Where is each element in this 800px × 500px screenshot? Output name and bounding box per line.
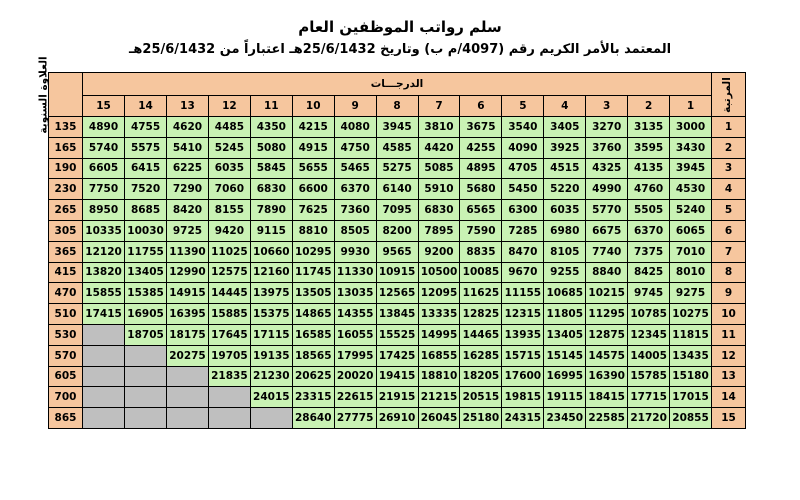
empty-cell bbox=[83, 408, 125, 429]
empty-cell bbox=[125, 408, 167, 429]
empty-cell bbox=[83, 366, 125, 387]
level-number-cell: 8 bbox=[712, 262, 746, 283]
salary-cell: 16285 bbox=[460, 345, 502, 366]
table-body bbox=[49, 117, 746, 429]
grade-number-header: 4 bbox=[544, 96, 586, 117]
salary-cell: 17015 bbox=[670, 387, 712, 408]
annual-allowance-cell: 510 bbox=[49, 304, 83, 325]
salary-cell: 15145 bbox=[544, 345, 586, 366]
salary-cell: 5245 bbox=[208, 137, 250, 158]
salary-cell: 4915 bbox=[292, 137, 334, 158]
header-row-groups bbox=[49, 73, 746, 96]
annual-allowance-cell: 865 bbox=[49, 408, 83, 429]
salary-scale-table bbox=[37, 55, 746, 429]
table-row bbox=[49, 387, 746, 408]
salary-cell: 9255 bbox=[544, 262, 586, 283]
salary-cell: 8685 bbox=[125, 200, 167, 221]
table-row bbox=[49, 158, 746, 179]
salary-cell: 9725 bbox=[167, 220, 209, 241]
salary-cell: 5240 bbox=[670, 200, 712, 221]
table-row bbox=[49, 366, 746, 387]
empty-cell bbox=[167, 366, 209, 387]
table-row bbox=[49, 179, 746, 200]
salary-cell: 22585 bbox=[586, 408, 628, 429]
salary-cell: 4890 bbox=[83, 117, 125, 138]
level-number-cell: 10 bbox=[712, 304, 746, 325]
salary-cell: 4705 bbox=[502, 158, 544, 179]
page-subtitle: المعتمد بالأمر الكريم رقم (4097/م ب) وتاريخ 25/6/1432هـ اعتباراً من 25/6/1432هـ bbox=[128, 42, 672, 57]
salary-cell: 23450 bbox=[544, 408, 586, 429]
salary-cell: 6370 bbox=[334, 179, 376, 200]
table-row bbox=[49, 324, 746, 345]
salary-cell: 6565 bbox=[460, 200, 502, 221]
salary-cell: 6300 bbox=[502, 200, 544, 221]
annual-allowance-cell: 700 bbox=[49, 387, 83, 408]
grade-number-header: 6 bbox=[460, 96, 502, 117]
salary-cell: 10685 bbox=[544, 283, 586, 304]
salary-cell: 4420 bbox=[418, 137, 460, 158]
salary-cell: 18415 bbox=[586, 387, 628, 408]
salary-cell: 18205 bbox=[460, 366, 502, 387]
annual-allowance-cell: 365 bbox=[49, 241, 83, 262]
table-row bbox=[49, 137, 746, 158]
salary-cell: 5275 bbox=[376, 158, 418, 179]
salary-cell: 15885 bbox=[208, 304, 250, 325]
salary-cell: 8155 bbox=[208, 200, 250, 221]
salary-cell: 12990 bbox=[167, 262, 209, 283]
salary-cell: 6600 bbox=[292, 179, 334, 200]
salary-cell: 8810 bbox=[292, 220, 334, 241]
level-number-cell: 2 bbox=[712, 137, 746, 158]
grade-number-header: 12 bbox=[208, 96, 250, 117]
salary-cell: 3000 bbox=[670, 117, 712, 138]
salary-cell: 4135 bbox=[628, 158, 670, 179]
salary-cell: 6980 bbox=[544, 220, 586, 241]
salary-cell: 19135 bbox=[250, 345, 292, 366]
salary-cell: 10085 bbox=[460, 262, 502, 283]
salary-cell: 3675 bbox=[460, 117, 502, 138]
salary-cell: 16995 bbox=[544, 366, 586, 387]
salary-cell: 14445 bbox=[208, 283, 250, 304]
salary-cell: 7520 bbox=[125, 179, 167, 200]
salary-cell: 9115 bbox=[250, 220, 292, 241]
grade-number-header: 8 bbox=[376, 96, 418, 117]
salary-cell: 17645 bbox=[208, 324, 250, 345]
salary-cell: 10915 bbox=[376, 262, 418, 283]
level-header-label: المرتبة bbox=[721, 76, 734, 113]
annual-allowance-cell: 165 bbox=[49, 137, 83, 158]
salary-cell: 15785 bbox=[628, 366, 670, 387]
table-row bbox=[49, 262, 746, 283]
salary-cell: 6140 bbox=[376, 179, 418, 200]
salary-cell: 6675 bbox=[586, 220, 628, 241]
salary-cell: 3135 bbox=[628, 117, 670, 138]
salary-cell: 26910 bbox=[376, 408, 418, 429]
salary-cell: 3810 bbox=[418, 117, 460, 138]
salary-cell: 13845 bbox=[376, 304, 418, 325]
annual-allowance-cell: 190 bbox=[49, 158, 83, 179]
level-number-cell: 6 bbox=[712, 220, 746, 241]
salary-cell: 6415 bbox=[125, 158, 167, 179]
salary-cell: 10295 bbox=[292, 241, 334, 262]
salary-cell: 5410 bbox=[167, 137, 209, 158]
salary-cell: 19415 bbox=[376, 366, 418, 387]
salary-cell: 6065 bbox=[670, 220, 712, 241]
salary-cell: 4990 bbox=[586, 179, 628, 200]
salary-cell: 9420 bbox=[208, 220, 250, 241]
salary-cell: 20625 bbox=[292, 366, 334, 387]
salary-cell: 14575 bbox=[586, 345, 628, 366]
salary-cell: 6830 bbox=[250, 179, 292, 200]
salary-cell: 12345 bbox=[628, 324, 670, 345]
annual-allowance-cell: 470 bbox=[49, 283, 83, 304]
empty-cell bbox=[125, 345, 167, 366]
salary-cell: 15855 bbox=[83, 283, 125, 304]
salary-cell: 8950 bbox=[83, 200, 125, 221]
salary-cell: 10785 bbox=[628, 304, 670, 325]
salary-cell: 25180 bbox=[460, 408, 502, 429]
salary-cell: 4350 bbox=[250, 117, 292, 138]
salary-cell: 3540 bbox=[502, 117, 544, 138]
grade-number-header: 9 bbox=[334, 96, 376, 117]
salary-cell: 5740 bbox=[83, 137, 125, 158]
salary-cell: 21915 bbox=[376, 387, 418, 408]
table-row bbox=[49, 220, 746, 241]
annual-allowance-cell: 530 bbox=[49, 324, 83, 345]
salary-cell: 21230 bbox=[250, 366, 292, 387]
table-row bbox=[49, 117, 746, 138]
salary-cell: 22615 bbox=[334, 387, 376, 408]
salary-cell: 8425 bbox=[628, 262, 670, 283]
salary-cell: 13935 bbox=[502, 324, 544, 345]
salary-cell: 6370 bbox=[628, 220, 670, 241]
salary-cell: 12095 bbox=[418, 283, 460, 304]
table-row bbox=[49, 283, 746, 304]
salary-cell: 11155 bbox=[502, 283, 544, 304]
empty-cell bbox=[125, 366, 167, 387]
annual-allowance-cell: 305 bbox=[49, 220, 83, 241]
salary-cell: 20515 bbox=[460, 387, 502, 408]
salary-cell: 4585 bbox=[376, 137, 418, 158]
annual-allowance-cell: 415 bbox=[49, 262, 83, 283]
salary-cell: 5680 bbox=[460, 179, 502, 200]
allowance-header-label: العلاوة السنوية bbox=[37, 55, 50, 134]
level-number-cell: 5 bbox=[712, 200, 746, 221]
salary-cell: 11390 bbox=[167, 241, 209, 262]
salary-cell: 6830 bbox=[418, 200, 460, 221]
salary-cell: 15375 bbox=[250, 304, 292, 325]
salary-cell: 9275 bbox=[670, 283, 712, 304]
salary-cell: 7740 bbox=[586, 241, 628, 262]
salary-cell: 5575 bbox=[125, 137, 167, 158]
salary-cell: 17115 bbox=[250, 324, 292, 345]
empty-cell bbox=[83, 345, 125, 366]
salary-cell: 15180 bbox=[670, 366, 712, 387]
salary-cell: 8105 bbox=[544, 241, 586, 262]
salary-cell: 7895 bbox=[418, 220, 460, 241]
table-row bbox=[49, 408, 746, 429]
salary-cell: 12825 bbox=[460, 304, 502, 325]
salary-cell: 11805 bbox=[544, 304, 586, 325]
salary-cell: 7285 bbox=[502, 220, 544, 241]
salary-cell: 19815 bbox=[502, 387, 544, 408]
salary-cell: 17715 bbox=[628, 387, 670, 408]
annual-allowance-cell: 605 bbox=[49, 366, 83, 387]
grade-number-header: 1 bbox=[670, 96, 712, 117]
salary-cell: 16390 bbox=[586, 366, 628, 387]
salary-cell: 15525 bbox=[376, 324, 418, 345]
level-number-cell: 3 bbox=[712, 158, 746, 179]
salary-cell: 13335 bbox=[418, 304, 460, 325]
salary-cell: 3945 bbox=[376, 117, 418, 138]
salary-cell: 13035 bbox=[334, 283, 376, 304]
salary-cell: 7010 bbox=[670, 241, 712, 262]
salary-cell: 5450 bbox=[502, 179, 544, 200]
grade-number-header: 13 bbox=[167, 96, 209, 117]
salary-cell: 14865 bbox=[292, 304, 334, 325]
salary-cell: 16395 bbox=[167, 304, 209, 325]
salary-cell: 4530 bbox=[670, 179, 712, 200]
level-header bbox=[712, 73, 746, 117]
salary-cell: 14995 bbox=[418, 324, 460, 345]
salary-cell: 7360 bbox=[334, 200, 376, 221]
salary-cell: 18175 bbox=[167, 324, 209, 345]
header-row-grades bbox=[49, 96, 746, 117]
salary-cell: 4080 bbox=[334, 117, 376, 138]
salary-cell: 27775 bbox=[334, 408, 376, 429]
salary-cell: 10215 bbox=[586, 283, 628, 304]
level-number-cell: 11 bbox=[712, 324, 746, 345]
salary-cell: 5505 bbox=[628, 200, 670, 221]
salary-cell: 3925 bbox=[544, 137, 586, 158]
salary-cell: 4090 bbox=[502, 137, 544, 158]
salary-cell: 6225 bbox=[167, 158, 209, 179]
salary-cell: 4620 bbox=[167, 117, 209, 138]
salary-cell: 13820 bbox=[83, 262, 125, 283]
salary-cell: 10660 bbox=[250, 241, 292, 262]
salary-cell: 4515 bbox=[544, 158, 586, 179]
salary-cell: 4215 bbox=[292, 117, 334, 138]
salary-cell: 3945 bbox=[670, 158, 712, 179]
salary-cell: 7590 bbox=[460, 220, 502, 241]
salary-cell: 4760 bbox=[628, 179, 670, 200]
salary-cell: 6605 bbox=[83, 158, 125, 179]
salary-cell: 26045 bbox=[418, 408, 460, 429]
salary-cell: 23315 bbox=[292, 387, 334, 408]
salary-cell: 3405 bbox=[544, 117, 586, 138]
grade-number-header: 11 bbox=[250, 96, 292, 117]
salary-cell: 4485 bbox=[208, 117, 250, 138]
salary-cell: 14355 bbox=[334, 304, 376, 325]
salary-cell: 5465 bbox=[334, 158, 376, 179]
salary-cell: 3270 bbox=[586, 117, 628, 138]
salary-cell: 9200 bbox=[418, 241, 460, 262]
salary-cell: 7060 bbox=[208, 179, 250, 200]
salary-cell: 20275 bbox=[167, 345, 209, 366]
grade-number-header: 7 bbox=[418, 96, 460, 117]
salary-cell: 14465 bbox=[460, 324, 502, 345]
level-number-cell: 14 bbox=[712, 387, 746, 408]
level-number-cell: 12 bbox=[712, 345, 746, 366]
salary-cell: 7290 bbox=[167, 179, 209, 200]
salary-cell: 12315 bbox=[502, 304, 544, 325]
salary-cell: 10030 bbox=[125, 220, 167, 241]
salary-cell: 10500 bbox=[418, 262, 460, 283]
page-title: سلم رواتب الموظفين العام bbox=[298, 18, 502, 36]
table-row bbox=[49, 345, 746, 366]
salary-cell: 5220 bbox=[544, 179, 586, 200]
level-number-cell: 4 bbox=[712, 179, 746, 200]
salary-cell: 20855 bbox=[670, 408, 712, 429]
salary-cell: 18810 bbox=[418, 366, 460, 387]
salary-cell: 4750 bbox=[334, 137, 376, 158]
empty-cell bbox=[83, 387, 125, 408]
salary-cell: 16855 bbox=[418, 345, 460, 366]
salary-cell: 9745 bbox=[628, 283, 670, 304]
salary-cell: 13505 bbox=[292, 283, 334, 304]
salary-cell: 10275 bbox=[670, 304, 712, 325]
grade-number-header: 14 bbox=[125, 96, 167, 117]
salary-cell: 9930 bbox=[334, 241, 376, 262]
salary-cell: 20020 bbox=[334, 366, 376, 387]
salary-cell: 8470 bbox=[502, 241, 544, 262]
salary-cell: 10335 bbox=[83, 220, 125, 241]
salary-cell: 6035 bbox=[544, 200, 586, 221]
salary-cell: 3430 bbox=[670, 137, 712, 158]
salary-cell: 12565 bbox=[376, 283, 418, 304]
salary-cell: 12120 bbox=[83, 241, 125, 262]
salary-cell: 3760 bbox=[586, 137, 628, 158]
level-number-cell: 13 bbox=[712, 366, 746, 387]
empty-cell bbox=[208, 387, 250, 408]
salary-cell: 16585 bbox=[292, 324, 334, 345]
annual-allowance-cell: 570 bbox=[49, 345, 83, 366]
salary-cell: 13975 bbox=[250, 283, 292, 304]
salary-cell: 18565 bbox=[292, 345, 334, 366]
salary-cell: 21720 bbox=[628, 408, 670, 429]
salary-cell: 11815 bbox=[670, 324, 712, 345]
salary-cell: 4755 bbox=[125, 117, 167, 138]
salary-cell: 11625 bbox=[460, 283, 502, 304]
salary-cell: 12575 bbox=[208, 262, 250, 283]
salary-cell: 7375 bbox=[628, 241, 670, 262]
salary-cell: 16905 bbox=[125, 304, 167, 325]
salary-cell: 11755 bbox=[125, 241, 167, 262]
salary-cell: 9670 bbox=[502, 262, 544, 283]
salary-cell: 17415 bbox=[83, 304, 125, 325]
salary-cell: 17995 bbox=[334, 345, 376, 366]
salary-cell: 4255 bbox=[460, 137, 502, 158]
salary-cell: 19705 bbox=[208, 345, 250, 366]
salary-cell: 4325 bbox=[586, 158, 628, 179]
empty-cell bbox=[167, 408, 209, 429]
empty-cell bbox=[208, 408, 250, 429]
annual-allowance-cell: 135 bbox=[49, 117, 83, 138]
salary-cell: 8505 bbox=[334, 220, 376, 241]
empty-cell bbox=[125, 387, 167, 408]
salary-cell: 12160 bbox=[250, 262, 292, 283]
salary-cell: 15715 bbox=[502, 345, 544, 366]
salary-cell: 4895 bbox=[460, 158, 502, 179]
salary-cell: 5770 bbox=[586, 200, 628, 221]
level-number-cell: 1 bbox=[712, 117, 746, 138]
salary-cell: 21215 bbox=[418, 387, 460, 408]
salary-cell: 11295 bbox=[586, 304, 628, 325]
grades-group-header: الدرجـــات bbox=[83, 73, 712, 96]
salary-cell: 7095 bbox=[376, 200, 418, 221]
level-number-cell: 15 bbox=[712, 408, 746, 429]
salary-cell: 14915 bbox=[167, 283, 209, 304]
grade-number-header: 3 bbox=[586, 96, 628, 117]
level-number-cell: 9 bbox=[712, 283, 746, 304]
salary-cell: 24315 bbox=[502, 408, 544, 429]
grade-number-header: 15 bbox=[83, 96, 125, 117]
salary-cell: 17600 bbox=[502, 366, 544, 387]
salary-cell: 8835 bbox=[460, 241, 502, 262]
salary-cell: 8010 bbox=[670, 262, 712, 283]
table-row bbox=[49, 241, 746, 262]
salary-cell: 11330 bbox=[334, 262, 376, 283]
table-row bbox=[49, 200, 746, 221]
annual-allowance-cell: 230 bbox=[49, 179, 83, 200]
salary-cell: 11745 bbox=[292, 262, 334, 283]
salary-cell: 13405 bbox=[125, 262, 167, 283]
salary-cell: 18705 bbox=[125, 324, 167, 345]
salary-cell: 8200 bbox=[376, 220, 418, 241]
salary-cell: 5080 bbox=[250, 137, 292, 158]
salary-cell: 8420 bbox=[167, 200, 209, 221]
salary-cell: 21835 bbox=[208, 366, 250, 387]
salary-cell: 15385 bbox=[125, 283, 167, 304]
salary-cell: 5655 bbox=[292, 158, 334, 179]
salary-cell: 11025 bbox=[208, 241, 250, 262]
salary-cell: 6035 bbox=[208, 158, 250, 179]
salary-cell: 3595 bbox=[628, 137, 670, 158]
grade-number-header: 2 bbox=[628, 96, 670, 117]
salary-cell: 5845 bbox=[250, 158, 292, 179]
salary-cell: 5085 bbox=[418, 158, 460, 179]
salary-cell: 5910 bbox=[418, 179, 460, 200]
salary-cell: 7625 bbox=[292, 200, 334, 221]
annual-allowance-cell: 265 bbox=[49, 200, 83, 221]
salary-cell: 13435 bbox=[670, 345, 712, 366]
salary-cell: 13405 bbox=[544, 324, 586, 345]
grade-number-header: 10 bbox=[292, 96, 334, 117]
salary-cell: 28640 bbox=[292, 408, 334, 429]
level-number-cell: 7 bbox=[712, 241, 746, 262]
empty-cell bbox=[167, 387, 209, 408]
empty-cell bbox=[83, 324, 125, 345]
salary-cell: 9565 bbox=[376, 241, 418, 262]
table-row bbox=[49, 304, 746, 325]
salary-cell: 17425 bbox=[376, 345, 418, 366]
salary-cell: 16055 bbox=[334, 324, 376, 345]
salary-cell: 7890 bbox=[250, 200, 292, 221]
grade-number-header: 5 bbox=[502, 96, 544, 117]
salary-cell: 19115 bbox=[544, 387, 586, 408]
salary-cell: 14005 bbox=[628, 345, 670, 366]
salary-cell: 24015 bbox=[250, 387, 292, 408]
salary-cell: 12875 bbox=[586, 324, 628, 345]
salary-cell: 7750 bbox=[83, 179, 125, 200]
salary-cell: 8840 bbox=[586, 262, 628, 283]
empty-cell bbox=[250, 408, 292, 429]
